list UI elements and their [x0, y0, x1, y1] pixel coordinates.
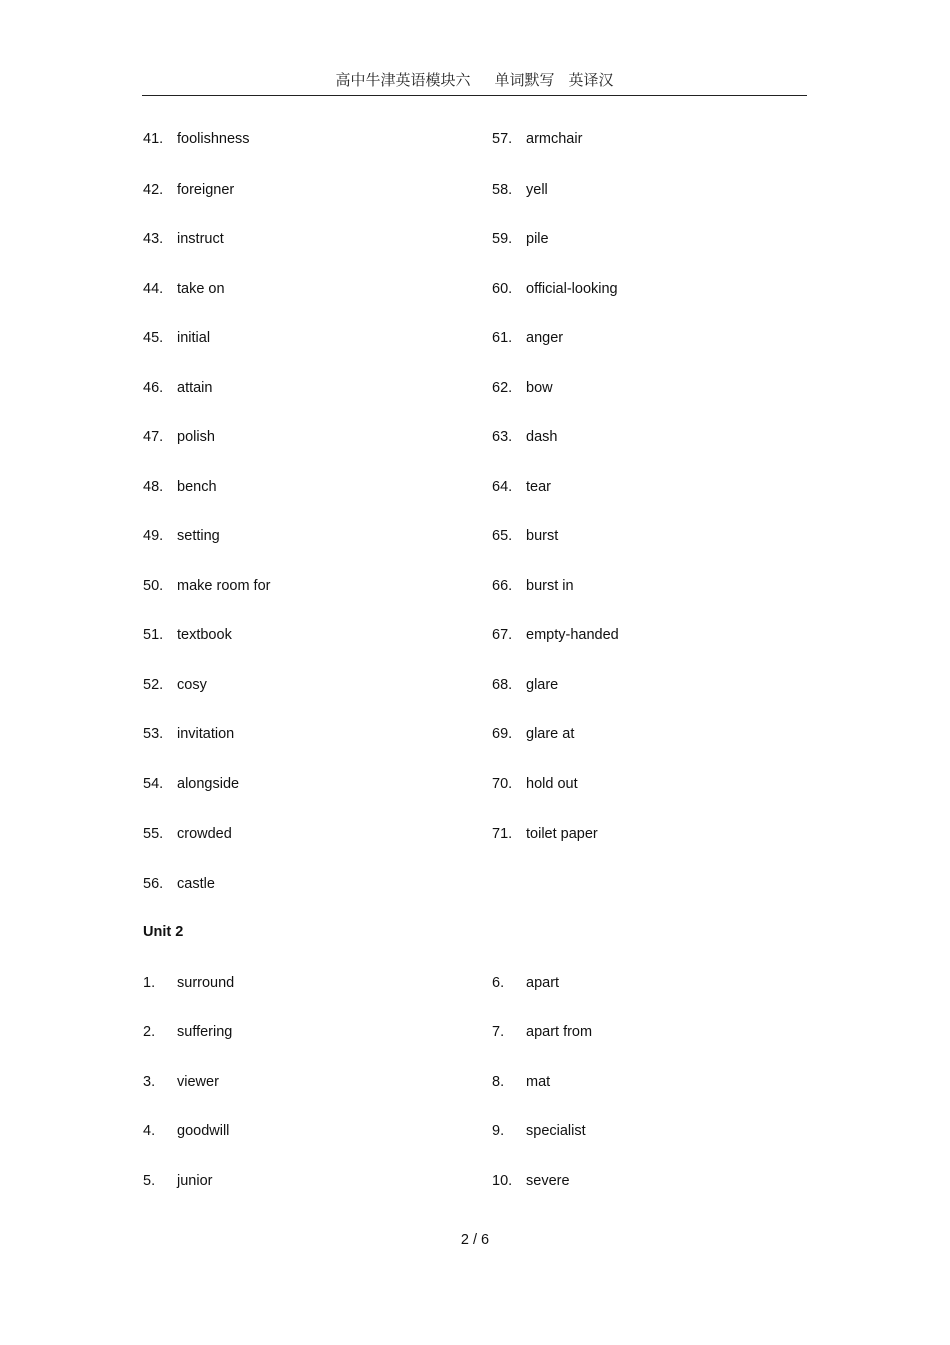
item-word: official-looking [526, 281, 618, 297]
item-number: 61. [492, 330, 513, 346]
item-number: 66. [492, 578, 513, 594]
item-word: take on [177, 281, 225, 297]
item-word: make room for [177, 578, 271, 594]
item-number: 56. [143, 876, 164, 892]
item-word: foreigner [177, 182, 235, 198]
item-word: crowded [177, 826, 232, 842]
item-number: 50. [143, 578, 164, 594]
item-word: bench [177, 479, 217, 495]
item-word: goodwill [177, 1123, 230, 1139]
item-word: tear [526, 479, 551, 495]
item-word: textbook [177, 627, 232, 643]
item-word: foolishness [177, 131, 250, 147]
item-word: glare [526, 677, 559, 693]
item-number: 62. [492, 380, 513, 396]
item-number: 60. [492, 281, 513, 297]
item-number: 68. [492, 677, 513, 693]
item-number: 49. [143, 528, 164, 544]
item-number: 4. [143, 1123, 156, 1139]
item-number: 2. [143, 1024, 156, 1040]
item-number: 41. [143, 131, 164, 147]
item-number: 65. [492, 528, 513, 544]
item-number: 43. [143, 231, 164, 247]
item-number: 44. [143, 281, 164, 297]
page-number: 2 / 6 [460, 1232, 490, 1248]
item-number: 45. [143, 330, 164, 346]
item-number: 71. [492, 826, 513, 842]
item-number: 9. [492, 1123, 505, 1139]
item-number: 52. [143, 677, 164, 693]
item-word: suffering [177, 1024, 233, 1040]
item-number: 5. [143, 1173, 156, 1189]
item-number: 47. [143, 429, 164, 445]
item-word: specialist [526, 1123, 586, 1139]
item-word: burst [526, 528, 559, 544]
item-number: 46. [143, 380, 164, 396]
item-number: 10. [492, 1173, 513, 1189]
item-word: toilet paper [526, 826, 598, 842]
item-word: initial [177, 330, 211, 346]
item-word: burst in [526, 578, 574, 594]
item-number: 7. [492, 1024, 505, 1040]
item-word: apart [526, 975, 560, 991]
item-number: 63. [492, 429, 513, 445]
item-word: armchair [526, 131, 583, 147]
item-word: bow [526, 380, 553, 396]
item-number: 51. [143, 627, 164, 643]
item-word: mat [526, 1074, 551, 1090]
item-number: 53. [143, 726, 164, 742]
item-word: instruct [177, 231, 224, 247]
item-word: surround [177, 975, 235, 991]
item-number: 3. [143, 1074, 156, 1090]
item-number: 48. [143, 479, 164, 495]
item-word: severe [526, 1173, 570, 1189]
item-number: 55. [143, 826, 164, 842]
item-number: 59. [492, 231, 513, 247]
page-header [142, 68, 807, 96]
item-word: apart from [526, 1024, 593, 1040]
item-word: viewer [177, 1074, 219, 1090]
item-word: yell [526, 182, 548, 198]
item-word: attain [177, 380, 213, 396]
item-word: castle [177, 876, 215, 892]
item-number: 58. [492, 182, 513, 198]
item-word: dash [526, 429, 558, 445]
item-number: 6. [492, 975, 505, 991]
item-number: 1. [143, 975, 156, 991]
item-word: cosy [177, 677, 207, 693]
item-word: empty-handed [526, 627, 619, 643]
item-word: invitation [177, 726, 235, 742]
item-number: 54. [143, 776, 164, 792]
item-word: glare at [526, 726, 575, 742]
item-number: 67. [492, 627, 513, 643]
item-word: junior [177, 1173, 213, 1189]
item-number: 8. [492, 1074, 505, 1090]
item-number: 42. [143, 182, 164, 198]
item-number: 69. [492, 726, 513, 742]
item-word: polish [177, 429, 215, 445]
item-number: 70. [492, 776, 513, 792]
item-word: anger [526, 330, 564, 346]
item-word: hold out [526, 776, 578, 792]
item-word: alongside [177, 776, 240, 792]
item-word: pile [526, 231, 549, 247]
header-subtitle: 单词默写 [494, 71, 555, 89]
header-title: 高中牛津英语模块六 [335, 71, 471, 89]
header-mode: 英译汉 [568, 71, 614, 89]
item-number: 64. [492, 479, 513, 495]
item-number: 57. [492, 131, 513, 147]
unit2-heading: Unit 2 [143, 924, 184, 940]
item-word: setting [177, 528, 220, 544]
